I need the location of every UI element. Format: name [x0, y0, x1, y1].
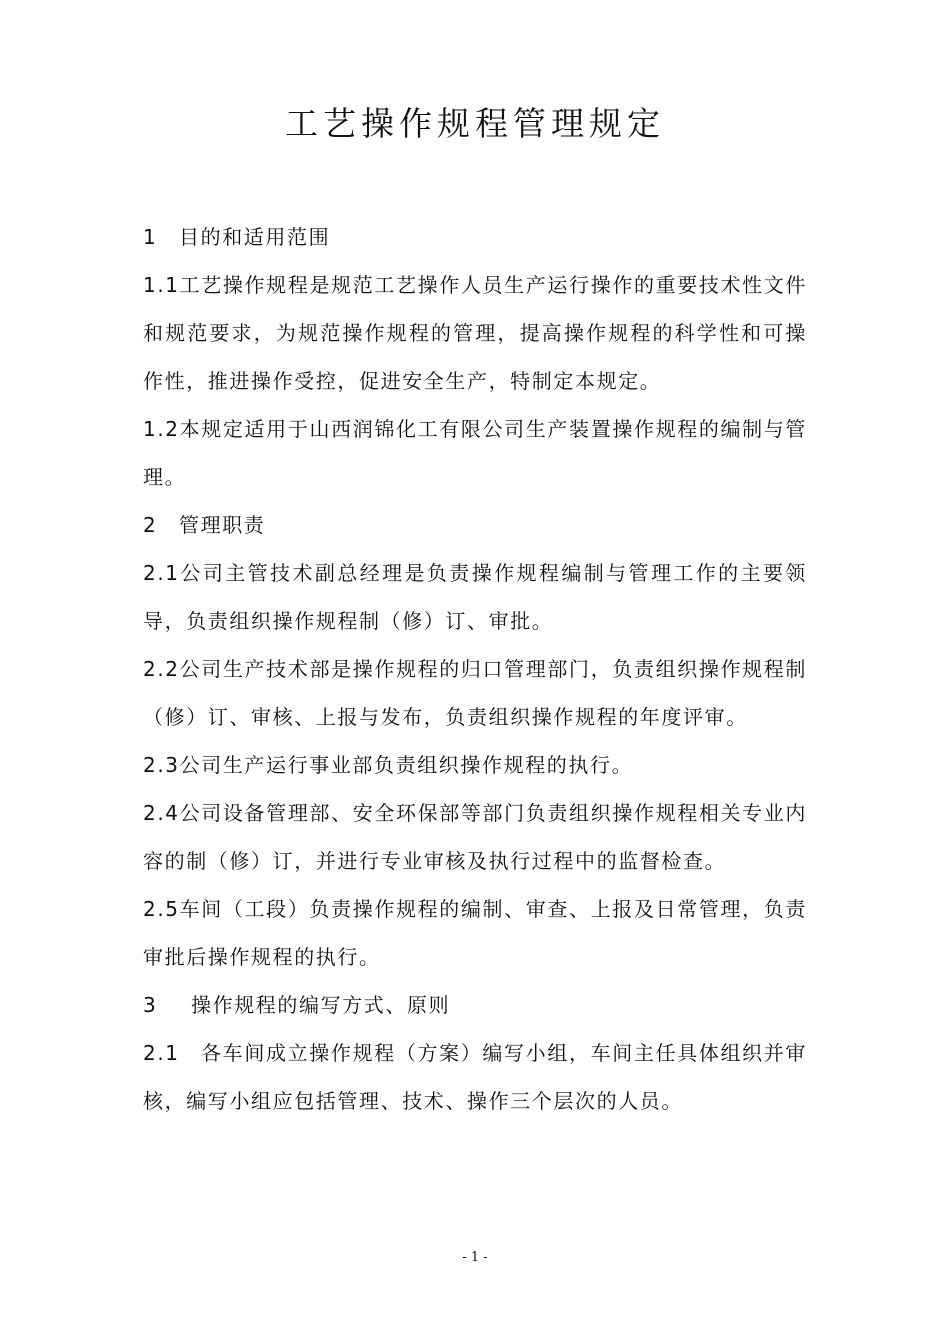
- section-heading-2: [143, 501, 807, 549]
- clause-text: 工艺操作规程是规范工艺操作人员生产运行操作的重要技术性文件和规范要求，为规范操作规程的管理，提高操作规程的科学性和可操作性，推进操作受控，促进安全生产，特制定本规定。: [143, 273, 807, 393]
- clause-number: 1.1: [143, 273, 180, 297]
- clause-2-3: [143, 741, 807, 789]
- clause-number: 1.2: [143, 417, 180, 441]
- section-heading-text: 目的和适用范围: [179, 225, 331, 249]
- document-title: 工艺操作规程管理规定: [285, 104, 665, 143]
- clause-text: 公司生产技术部是操作规程的归口管理部门，负责组织操作规程制（修）订、审核、上报与发布，负责组织操作规程的年度评审。: [143, 657, 807, 729]
- clause-1-1: [143, 261, 807, 405]
- clause-text: 车间（工段）负责操作规程的编制、审查、上报及日常管理，负责审批后操作规程的执行。: [143, 897, 807, 969]
- clause-1-2: [143, 405, 807, 501]
- clause-number: 2.3: [143, 753, 180, 777]
- clause-number: 2.1: [143, 561, 180, 585]
- clause-number: 2.1: [143, 1041, 180, 1065]
- section-number: 3: [143, 993, 158, 1017]
- section-heading-text: 操作规程的编写方式、原则: [191, 993, 451, 1017]
- clause-2-1: [143, 549, 807, 645]
- clause-text: 公司设备管理部、安全环保部等部门负责组织操作规程相关专业内容的制（修）订，并进行专业审核及执行过程中的监督检查。: [143, 801, 807, 873]
- section-heading-1: [143, 213, 807, 261]
- page-number: - 1 -: [462, 1250, 488, 1265]
- section-heading-text: 管理职责: [179, 513, 266, 537]
- clause-text: 公司主管技术副总经理是负责操作规程编制与管理工作的主要领导，负责组织操作规程制（修）订、审批。: [143, 561, 807, 633]
- clause-text: 本规定适用于山西润锦化工有限公司生产装置操作规程的编制与管理。: [143, 417, 807, 489]
- clause-text: 各车间成立操作规程（方案）编写小组，车间主任具体组织并审核，编写小组应包括管理、技术、操作三个层次的人员。: [143, 1041, 807, 1113]
- document-body: [143, 213, 807, 1125]
- section-heading-3: [143, 981, 807, 1029]
- clause-2-5: [143, 885, 807, 981]
- clause-number: 2.2: [143, 657, 180, 681]
- section-number: 1: [143, 225, 158, 249]
- clause-2-4: [143, 789, 807, 885]
- clause-number: 2.4: [143, 801, 180, 825]
- clause-text: 公司生产运行事业部负责组织操作规程的执行。: [179, 753, 634, 777]
- clause-3-1: [143, 1029, 807, 1125]
- clause-2-2: [143, 645, 807, 741]
- section-number: 2: [143, 513, 158, 537]
- clause-number: 2.5: [143, 897, 180, 921]
